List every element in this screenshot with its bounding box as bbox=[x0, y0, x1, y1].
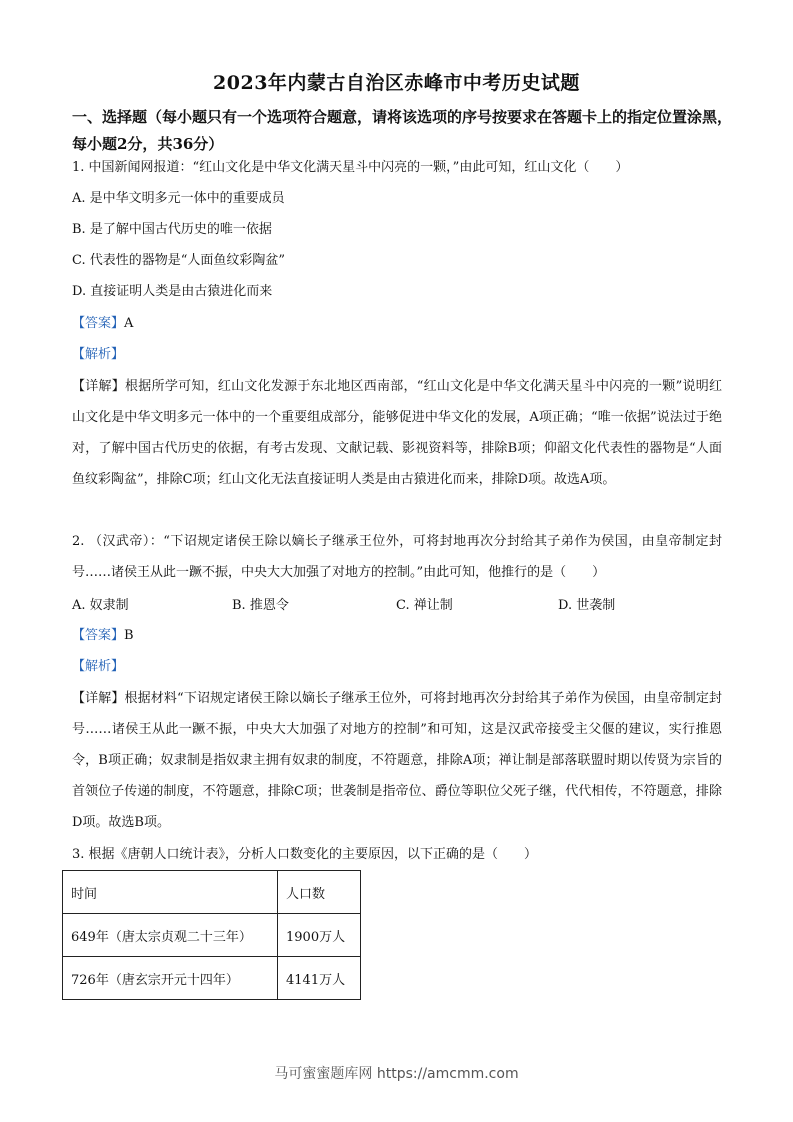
answer-tag: 【答案】 bbox=[72, 316, 125, 331]
table-header-row bbox=[63, 871, 361, 914]
q1-answer bbox=[72, 314, 133, 334]
detail-tag: 【详解】 bbox=[72, 691, 125, 706]
q1-option-b: B. 是了解中国古代历史的唯一依据 bbox=[72, 222, 272, 237]
detail-tag: 【详解】 bbox=[72, 379, 126, 394]
q2-option-c: C. 禅让制 bbox=[396, 598, 453, 613]
q3-stem: 3. 根据《唐朝人口统计表》，分析人口数变化的主要原因，以下正确的是（ ） bbox=[72, 847, 538, 862]
answer-value: A bbox=[124, 316, 134, 331]
q1-analysis-heading bbox=[72, 345, 124, 365]
table-cell: 4141万人 bbox=[278, 957, 361, 1000]
q1-option-a: A. 是中华文明多元一体中的重要成员 bbox=[72, 191, 285, 206]
page-title: 2023年内蒙古自治区赤峰市中考历史试题 bbox=[213, 72, 580, 94]
table-header-cell: 人口数 bbox=[278, 871, 361, 914]
footer-watermark: 马可蜜蜜题库网 https://amcmm.com bbox=[274, 1066, 519, 1082]
section-heading: 一、选择题（每小题只有一个选项符合题意，请将该选项的序号按要求在答题卡上的指定位置涂黑，每小题2分，共36分） bbox=[72, 108, 733, 153]
q2-option-a: A. 奴隶制 bbox=[72, 598, 129, 613]
q2-detail bbox=[72, 683, 722, 838]
population-table bbox=[62, 870, 361, 1000]
q1-option-c: C. 代表性的器物是“人面鱼纹彩陶盆” bbox=[72, 253, 286, 268]
q2-option-d: D. 世袭制 bbox=[558, 598, 616, 613]
detail-text: 根据所学可知，红山文化发源于东北地区西南部，“红山文化是中华文化满天星斗中闪亮的一颗”说明红山文化是中华文明多元一体中的一个重要组成部分，能够促进中华文化的发展，A项正确；“唯一依据”说法过于绝对，了解中国古代历史的依据，有考古发现、文献记载、影视资料等，排除B项；仰韶文化代表性的器物是“人面鱼纹彩陶盆”，排除C项；红山文化无法直接证明人类是由古猿进化而来，排除D项。故选A项。 bbox=[72, 379, 722, 487]
table-row bbox=[63, 957, 361, 1000]
q1-detail bbox=[72, 371, 722, 495]
q2-stem: 2. （汉武帝）：“下诏规定诸侯王除以嫡长子继承王位外，可将封地再次分封给其子弟作为侯国，由皇帝制定封号……诸侯王从此一蹶不振，中央大大加强了对地方的控制。”由此可知，他推行的是（ ） bbox=[72, 534, 722, 580]
q2-answer bbox=[72, 626, 134, 646]
answer-value: B bbox=[124, 628, 134, 643]
answer-tag: 【答案】 bbox=[72, 628, 125, 643]
table-cell: 649年（唐太宗贞观二十三年） bbox=[63, 914, 278, 957]
table-cell: 726年（唐玄宗开元十四年） bbox=[63, 957, 278, 1000]
q1-option-d: D. 直接证明人类是由古猿进化而来 bbox=[72, 284, 273, 299]
table-header-cell: 时间 bbox=[63, 871, 278, 914]
analysis-tag: 【解析】 bbox=[72, 659, 125, 674]
detail-text: 根据材料“下诏规定诸侯王除以嫡长子继承王位外，可将封地再次分封给其子弟作为侯国，由皇帝制定封号……诸侯王从此一蹶不振，中央大大加强了对地方的控制”和可知，这是汉武帝接受主父偃的建议，实行推恩令，B项正确；奴隶制是指奴隶主拥有奴隶的制度，不符题意，排除A项；禅让制是部落联盟时期以传贤为宗旨的首领位子传递的制度，不符题意，排除C项；世袭制是指帝位、爵位等职位父死子继，代代相传，不符题意，排除D项。故选B项。 bbox=[72, 691, 722, 830]
q2-options bbox=[72, 596, 732, 616]
table-cell: 1900万人 bbox=[278, 914, 361, 957]
table-row bbox=[63, 914, 361, 957]
analysis-tag: 【解析】 bbox=[72, 347, 125, 362]
q2-option-b: B. 推恩令 bbox=[232, 598, 289, 613]
q1-stem: 1. 中国新闻网报道：“红山文化是中华文化满天星斗中闪亮的一颗，”由此可知，红山文化（ ） bbox=[72, 160, 629, 175]
q2-analysis-heading bbox=[72, 657, 124, 677]
